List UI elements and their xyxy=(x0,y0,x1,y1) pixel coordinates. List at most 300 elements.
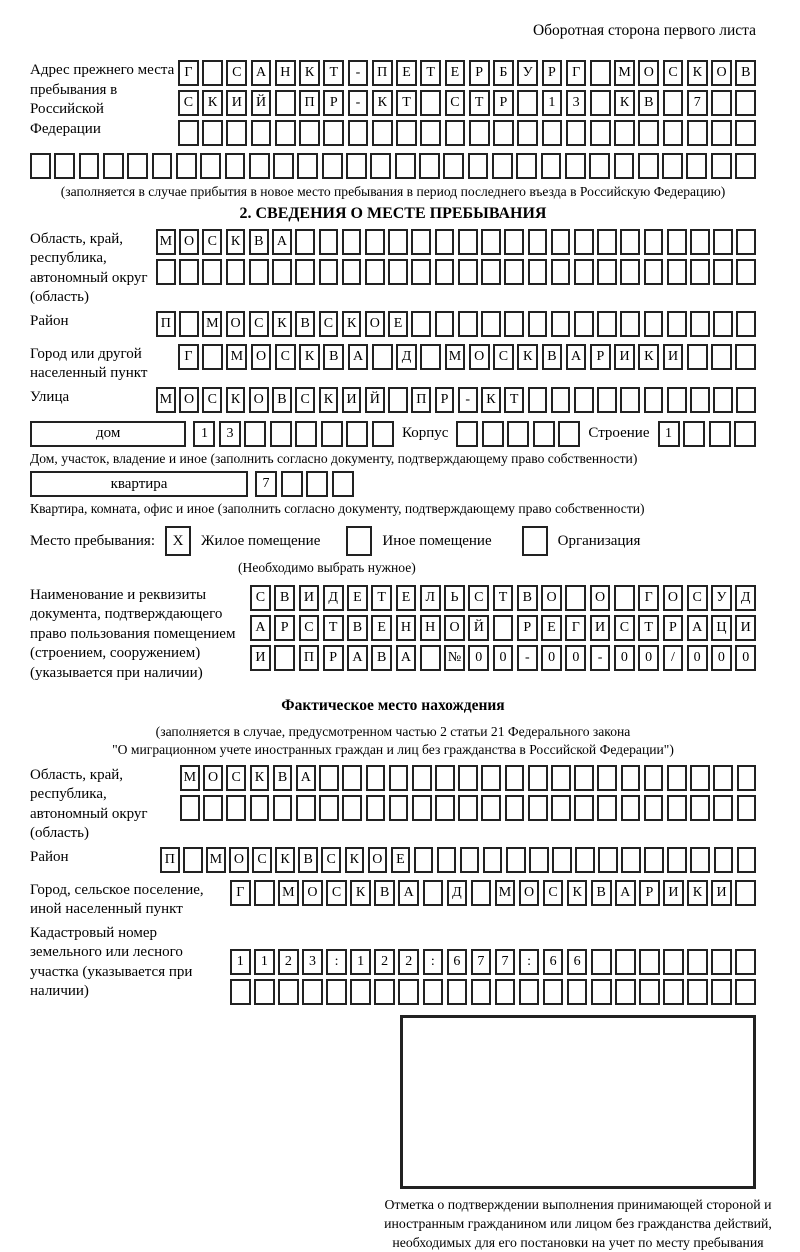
char-cell[interactable] xyxy=(711,949,732,975)
char-cell[interactable] xyxy=(295,421,317,447)
char-cell[interactable] xyxy=(469,120,490,146)
char-cell[interactable]: И xyxy=(590,615,611,641)
char-cell[interactable]: К xyxy=(517,344,538,370)
char-cell[interactable] xyxy=(254,880,275,906)
char-cell[interactable]: : xyxy=(423,949,444,975)
char-cell[interactable] xyxy=(517,90,538,116)
char-cell[interactable] xyxy=(621,847,641,873)
char-cell[interactable] xyxy=(620,229,640,255)
char-cell[interactable] xyxy=(735,979,756,1005)
char-cell[interactable] xyxy=(412,765,432,791)
char-cell[interactable] xyxy=(226,120,247,146)
char-cell[interactable]: К xyxy=(350,880,371,906)
char-cell[interactable] xyxy=(551,387,571,413)
char-cell[interactable]: Р xyxy=(435,387,455,413)
char-cell[interactable]: О xyxy=(251,344,272,370)
char-cell[interactable]: В xyxy=(274,585,295,611)
char-cell[interactable]: Т xyxy=(371,585,392,611)
char-cell[interactable]: Н xyxy=(420,615,441,641)
char-cell[interactable] xyxy=(519,979,540,1005)
char-cell[interactable] xyxy=(614,120,635,146)
char-cell[interactable]: С xyxy=(295,387,315,413)
char-cell[interactable]: В xyxy=(374,880,395,906)
char-cell[interactable] xyxy=(481,311,501,337)
char-cell[interactable]: 3 xyxy=(219,421,241,447)
char-cell[interactable]: П xyxy=(411,387,431,413)
char-cell[interactable] xyxy=(225,153,246,179)
char-cell[interactable] xyxy=(420,344,441,370)
char-cell[interactable] xyxy=(254,979,275,1005)
char-cell[interactable] xyxy=(667,387,687,413)
char-cell[interactable]: К xyxy=(372,90,393,116)
char-cell[interactable] xyxy=(398,979,419,1005)
char-cell[interactable]: К xyxy=(202,90,223,116)
char-cell[interactable] xyxy=(574,765,594,791)
char-cell[interactable]: Е xyxy=(391,847,411,873)
char-cell[interactable] xyxy=(306,471,328,497)
char-cell[interactable] xyxy=(505,795,525,821)
char-cell[interactable]: М xyxy=(226,344,247,370)
char-cell[interactable] xyxy=(528,311,548,337)
char-cell[interactable] xyxy=(176,153,197,179)
char-cell[interactable] xyxy=(296,795,316,821)
char-cell[interactable]: М xyxy=(206,847,226,873)
char-cell[interactable]: В xyxy=(273,765,293,791)
char-cell[interactable]: К xyxy=(345,847,365,873)
char-cell[interactable]: О xyxy=(469,344,490,370)
char-cell[interactable]: 1 xyxy=(230,949,251,975)
char-cell[interactable]: 0 xyxy=(735,645,756,671)
char-cell[interactable] xyxy=(687,120,708,146)
char-cell[interactable]: О xyxy=(590,585,611,611)
char-cell[interactable] xyxy=(597,311,617,337)
char-cell[interactable] xyxy=(667,847,687,873)
char-cell[interactable] xyxy=(230,979,251,1005)
char-cell[interactable]: В xyxy=(517,585,538,611)
char-cell[interactable] xyxy=(492,153,513,179)
char-cell[interactable] xyxy=(686,153,707,179)
char-cell[interactable]: 0 xyxy=(468,645,489,671)
char-cell[interactable] xyxy=(249,259,269,285)
char-cell[interactable]: Р xyxy=(542,60,563,86)
char-cell[interactable] xyxy=(714,847,734,873)
char-cell[interactable] xyxy=(713,795,733,821)
char-cell[interactable] xyxy=(528,259,548,285)
char-cell[interactable]: А xyxy=(296,765,316,791)
char-cell[interactable]: Т xyxy=(323,60,344,86)
char-cell[interactable] xyxy=(443,153,464,179)
char-cell[interactable]: С xyxy=(687,585,708,611)
char-cell[interactable]: М xyxy=(180,765,200,791)
char-cell[interactable] xyxy=(574,229,594,255)
char-cell[interactable] xyxy=(667,765,687,791)
char-cell[interactable]: В xyxy=(591,880,612,906)
char-cell[interactable] xyxy=(319,229,339,255)
char-cell[interactable]: Р xyxy=(639,880,660,906)
char-cell[interactable] xyxy=(575,847,595,873)
char-cell[interactable]: 0 xyxy=(493,645,514,671)
char-cell[interactable] xyxy=(365,259,385,285)
char-cell[interactable] xyxy=(342,795,362,821)
char-cell[interactable]: Г xyxy=(638,585,659,611)
char-cell[interactable] xyxy=(319,795,339,821)
char-cell[interactable] xyxy=(278,979,299,1005)
char-cell[interactable] xyxy=(574,387,594,413)
char-cell[interactable] xyxy=(365,229,385,255)
char-cell[interactable]: С xyxy=(226,60,247,86)
char-cell[interactable]: О xyxy=(519,880,540,906)
char-cell[interactable] xyxy=(574,311,594,337)
char-cell[interactable] xyxy=(423,979,444,1005)
char-cell[interactable] xyxy=(567,979,588,1005)
char-cell[interactable]: 1 xyxy=(254,949,275,975)
char-cell[interactable]: И xyxy=(250,645,271,671)
char-cell[interactable] xyxy=(533,421,555,447)
char-cell[interactable]: А xyxy=(348,344,369,370)
char-cell[interactable] xyxy=(30,153,51,179)
char-cell[interactable]: Е xyxy=(388,311,408,337)
char-cell[interactable] xyxy=(342,765,362,791)
char-cell[interactable]: Д xyxy=(396,344,417,370)
char-cell[interactable]: Й xyxy=(251,90,272,116)
char-cell[interactable] xyxy=(690,259,710,285)
char-cell[interactable]: В xyxy=(272,387,292,413)
char-cell[interactable] xyxy=(737,765,757,791)
char-cell[interactable] xyxy=(495,979,516,1005)
char-cell[interactable] xyxy=(178,120,199,146)
char-cell[interactable] xyxy=(644,765,664,791)
char-cell[interactable] xyxy=(389,795,409,821)
char-cell[interactable] xyxy=(644,387,664,413)
char-cell[interactable]: Т xyxy=(493,585,514,611)
char-cell[interactable] xyxy=(644,847,664,873)
char-cell[interactable] xyxy=(663,90,684,116)
checkbox-organizatsiya[interactable] xyxy=(522,526,548,556)
char-cell[interactable] xyxy=(179,311,199,337)
char-cell[interactable] xyxy=(621,795,641,821)
char-cell[interactable] xyxy=(597,229,617,255)
char-cell[interactable]: Р xyxy=(274,615,295,641)
char-cell[interactable] xyxy=(471,880,492,906)
char-cell[interactable] xyxy=(597,259,617,285)
char-cell[interactable]: Д xyxy=(735,585,756,611)
char-cell[interactable]: - xyxy=(458,387,478,413)
char-cell[interactable] xyxy=(295,229,315,255)
char-cell[interactable]: 7 xyxy=(255,471,277,497)
char-cell[interactable]: С xyxy=(445,90,466,116)
char-cell[interactable]: С xyxy=(275,344,296,370)
char-cell[interactable] xyxy=(620,259,640,285)
char-cell[interactable] xyxy=(574,795,594,821)
char-cell[interactable]: Р xyxy=(469,60,490,86)
char-cell[interactable] xyxy=(541,153,562,179)
char-cell[interactable] xyxy=(445,120,466,146)
char-cell[interactable] xyxy=(435,795,455,821)
char-cell[interactable] xyxy=(690,795,710,821)
char-cell[interactable] xyxy=(552,847,572,873)
char-cell[interactable] xyxy=(326,979,347,1005)
char-cell[interactable]: Ь xyxy=(444,585,465,611)
char-cell[interactable]: Г xyxy=(565,615,586,641)
char-cell[interactable] xyxy=(528,229,548,255)
char-cell[interactable]: С xyxy=(468,585,489,611)
char-cell[interactable]: С xyxy=(202,387,222,413)
char-cell[interactable] xyxy=(590,60,611,86)
char-cell[interactable]: А xyxy=(615,880,636,906)
char-cell[interactable] xyxy=(590,120,611,146)
char-cell[interactable]: К xyxy=(226,229,246,255)
char-cell[interactable] xyxy=(735,90,756,116)
char-cell[interactable]: Е xyxy=(347,585,368,611)
char-cell[interactable] xyxy=(614,585,635,611)
char-cell[interactable]: К xyxy=(481,387,501,413)
char-cell[interactable] xyxy=(437,847,457,873)
char-cell[interactable]: Н xyxy=(275,60,296,86)
char-cell[interactable] xyxy=(302,979,323,1005)
char-cell[interactable] xyxy=(529,847,549,873)
char-cell[interactable] xyxy=(551,765,571,791)
char-cell[interactable] xyxy=(299,120,320,146)
char-cell[interactable]: О xyxy=(365,311,385,337)
char-cell[interactable]: Д xyxy=(323,585,344,611)
char-cell[interactable]: А xyxy=(398,880,419,906)
char-cell[interactable] xyxy=(713,765,733,791)
char-cell[interactable]: П xyxy=(372,60,393,86)
char-cell[interactable] xyxy=(493,615,514,641)
char-cell[interactable]: С xyxy=(321,847,341,873)
char-cell[interactable] xyxy=(504,311,524,337)
char-cell[interactable] xyxy=(735,949,756,975)
char-cell[interactable] xyxy=(458,311,478,337)
char-cell[interactable] xyxy=(667,311,687,337)
char-cell[interactable] xyxy=(420,120,441,146)
char-cell[interactable]: С xyxy=(250,585,271,611)
char-cell[interactable] xyxy=(297,153,318,179)
char-cell[interactable]: Т xyxy=(638,615,659,641)
char-cell[interactable]: Е xyxy=(371,615,392,641)
char-cell[interactable]: О xyxy=(663,585,684,611)
char-cell[interactable] xyxy=(342,259,362,285)
char-cell[interactable]: 0 xyxy=(638,645,659,671)
char-cell[interactable] xyxy=(551,311,571,337)
char-cell[interactable] xyxy=(620,311,640,337)
char-cell[interactable]: И xyxy=(663,344,684,370)
char-cell[interactable]: 6 xyxy=(447,949,468,975)
char-cell[interactable]: К xyxy=(638,344,659,370)
char-cell[interactable]: 3 xyxy=(302,949,323,975)
char-cell[interactable] xyxy=(690,765,710,791)
char-cell[interactable] xyxy=(690,229,710,255)
char-cell[interactable] xyxy=(667,795,687,821)
char-cell[interactable]: С xyxy=(663,60,684,86)
char-cell[interactable] xyxy=(435,229,455,255)
char-cell[interactable] xyxy=(389,765,409,791)
char-cell[interactable]: У xyxy=(711,585,732,611)
char-cell[interactable]: С xyxy=(299,615,320,641)
char-cell[interactable] xyxy=(736,311,756,337)
char-cell[interactable] xyxy=(597,795,617,821)
char-cell[interactable]: : xyxy=(519,949,540,975)
char-cell[interactable] xyxy=(528,765,548,791)
char-cell[interactable]: В xyxy=(542,344,563,370)
char-cell[interactable] xyxy=(471,979,492,1005)
char-cell[interactable] xyxy=(736,387,756,413)
char-cell[interactable] xyxy=(435,311,455,337)
char-cell[interactable] xyxy=(273,795,293,821)
char-cell[interactable] xyxy=(458,229,478,255)
char-cell[interactable]: А xyxy=(396,645,417,671)
char-cell[interactable] xyxy=(388,259,408,285)
char-cell[interactable] xyxy=(414,847,434,873)
char-cell[interactable] xyxy=(644,795,664,821)
char-cell[interactable]: С xyxy=(543,880,564,906)
char-cell[interactable]: Б xyxy=(493,60,514,86)
char-cell[interactable] xyxy=(516,153,537,179)
char-cell[interactable] xyxy=(319,765,339,791)
char-cell[interactable]: С xyxy=(614,615,635,641)
char-cell[interactable] xyxy=(590,90,611,116)
char-cell[interactable]: О xyxy=(541,585,562,611)
char-cell[interactable]: Г xyxy=(230,880,251,906)
char-cell[interactable] xyxy=(737,795,757,821)
char-cell[interactable] xyxy=(388,387,408,413)
char-cell[interactable]: - xyxy=(348,90,369,116)
char-cell[interactable] xyxy=(644,259,664,285)
char-cell[interactable] xyxy=(447,979,468,1005)
char-cell[interactable] xyxy=(458,765,478,791)
char-cell[interactable]: Т xyxy=(323,615,344,641)
char-cell[interactable] xyxy=(528,387,548,413)
char-cell[interactable]: 0 xyxy=(711,645,732,671)
char-cell[interactable]: К xyxy=(567,880,588,906)
char-cell[interactable]: 1 xyxy=(542,90,563,116)
char-cell[interactable] xyxy=(713,311,733,337)
char-cell[interactable]: А xyxy=(687,615,708,641)
char-cell[interactable] xyxy=(458,259,478,285)
char-cell[interactable] xyxy=(456,421,478,447)
char-cell[interactable]: Е xyxy=(396,60,417,86)
char-cell[interactable] xyxy=(598,847,618,873)
char-cell[interactable] xyxy=(709,421,731,447)
char-cell[interactable] xyxy=(638,153,659,179)
char-cell[interactable] xyxy=(202,344,223,370)
char-cell[interactable] xyxy=(517,120,538,146)
char-cell[interactable] xyxy=(152,153,173,179)
char-cell[interactable]: О xyxy=(711,60,732,86)
char-cell[interactable]: Й xyxy=(365,387,385,413)
char-cell[interactable]: 2 xyxy=(278,949,299,975)
char-cell[interactable]: К xyxy=(614,90,635,116)
char-cell[interactable]: 1 xyxy=(193,421,215,447)
char-cell[interactable]: А xyxy=(272,229,292,255)
char-cell[interactable]: Т xyxy=(420,60,441,86)
char-cell[interactable] xyxy=(574,259,594,285)
char-cell[interactable] xyxy=(396,120,417,146)
char-cell[interactable]: К xyxy=(275,847,295,873)
char-cell[interactable] xyxy=(323,120,344,146)
char-cell[interactable] xyxy=(558,421,580,447)
char-cell[interactable] xyxy=(566,120,587,146)
char-cell[interactable] xyxy=(374,979,395,1005)
char-cell[interactable] xyxy=(179,259,199,285)
char-cell[interactable]: В xyxy=(323,344,344,370)
char-cell[interactable] xyxy=(711,90,732,116)
char-cell[interactable]: С xyxy=(252,847,272,873)
char-cell[interactable]: О xyxy=(444,615,465,641)
char-cell[interactable]: В xyxy=(249,229,269,255)
char-cell[interactable]: А xyxy=(566,344,587,370)
char-cell[interactable] xyxy=(644,229,664,255)
char-cell[interactable]: М xyxy=(445,344,466,370)
char-cell[interactable]: К xyxy=(687,880,708,906)
char-cell[interactable] xyxy=(615,979,636,1005)
char-cell[interactable]: 0 xyxy=(687,645,708,671)
char-cell[interactable]: Н xyxy=(396,615,417,641)
char-cell[interactable]: С xyxy=(202,229,222,255)
char-cell[interactable] xyxy=(528,795,548,821)
char-cell[interactable]: И xyxy=(342,387,362,413)
char-cell[interactable] xyxy=(482,421,504,447)
char-cell[interactable] xyxy=(687,979,708,1005)
char-cell[interactable] xyxy=(346,421,368,447)
char-cell[interactable] xyxy=(458,795,478,821)
char-cell[interactable] xyxy=(687,344,708,370)
char-cell[interactable] xyxy=(250,795,270,821)
char-cell[interactable] xyxy=(270,421,292,447)
char-cell[interactable] xyxy=(683,421,705,447)
char-cell[interactable] xyxy=(565,153,586,179)
char-cell[interactable]: Р xyxy=(663,615,684,641)
char-cell[interactable] xyxy=(350,979,371,1005)
char-cell[interactable] xyxy=(251,120,272,146)
char-cell[interactable] xyxy=(663,120,684,146)
char-cell[interactable]: - xyxy=(517,645,538,671)
char-cell[interactable] xyxy=(542,120,563,146)
char-cell[interactable]: В xyxy=(347,615,368,641)
char-cell[interactable] xyxy=(281,471,303,497)
char-cell[interactable] xyxy=(667,229,687,255)
char-cell[interactable] xyxy=(620,387,640,413)
char-cell[interactable] xyxy=(614,153,635,179)
char-cell[interactable] xyxy=(565,585,586,611)
char-cell[interactable]: Е xyxy=(396,585,417,611)
char-cell[interactable] xyxy=(321,421,343,447)
char-cell[interactable]: И xyxy=(735,615,756,641)
char-cell[interactable]: И xyxy=(711,880,732,906)
char-cell[interactable]: 7 xyxy=(687,90,708,116)
char-cell[interactable] xyxy=(322,153,343,179)
char-cell[interactable]: 0 xyxy=(614,645,635,671)
char-cell[interactable]: 0 xyxy=(541,645,562,671)
char-cell[interactable]: О xyxy=(179,229,199,255)
char-cell[interactable] xyxy=(203,795,223,821)
char-cell[interactable] xyxy=(663,979,684,1005)
char-cell[interactable]: К xyxy=(299,344,320,370)
char-cell[interactable]: 6 xyxy=(543,949,564,975)
char-cell[interactable]: № xyxy=(444,645,465,671)
char-cell[interactable] xyxy=(690,387,710,413)
char-cell[interactable] xyxy=(713,259,733,285)
char-cell[interactable]: 2 xyxy=(374,949,395,975)
char-cell[interactable]: Р xyxy=(323,645,344,671)
char-cell[interactable] xyxy=(372,344,393,370)
char-cell[interactable]: В xyxy=(295,311,315,337)
char-cell[interactable] xyxy=(202,259,222,285)
char-cell[interactable] xyxy=(667,259,687,285)
char-cell[interactable]: У xyxy=(517,60,538,86)
char-cell[interactable] xyxy=(372,421,394,447)
char-cell[interactable]: К xyxy=(319,387,339,413)
